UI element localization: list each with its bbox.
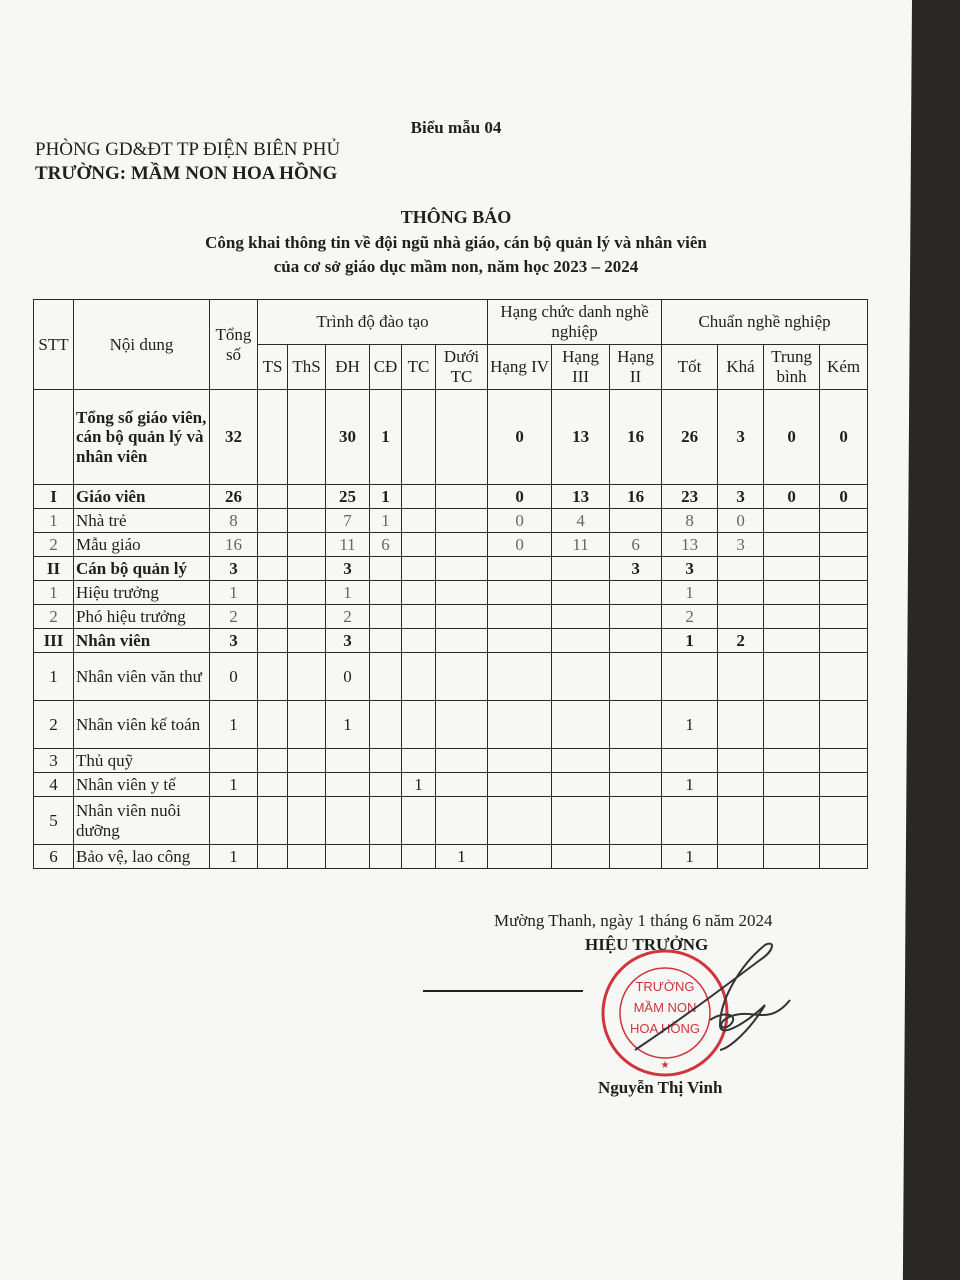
cell-hang-ii [610,845,662,869]
table-row [34,390,868,485]
cell-hang-iii: 13 [552,485,610,509]
cell-hang-iv [488,749,552,773]
cell-tot: 1 [662,845,718,869]
cell-kem [820,653,868,701]
header-cd: CĐ [370,345,402,390]
cell-duoi-tc [436,749,488,773]
cell-hang-ii [610,581,662,605]
cell-kha [718,653,764,701]
cell-kem [820,557,868,581]
cell-hang-iv [488,605,552,629]
cell-ths [288,485,326,509]
cell-hang-ii [610,797,662,845]
cell-duoi-tc [436,581,488,605]
cell-duoi-tc [436,797,488,845]
cell-hang-iv [488,701,552,749]
cell-cd [370,773,402,797]
cell-ths [288,845,326,869]
cell-kem: 0 [820,390,868,485]
cell-kem [820,845,868,869]
cell-content: Tổng số giáo viên, cán bộ quản lý và nhân viên [74,390,210,485]
cell-hang-ii: 6 [610,533,662,557]
table-row [34,749,868,773]
header-stt: STT [34,300,74,390]
cell-hang-iv: 0 [488,485,552,509]
cell-trung-binh [764,509,820,533]
cell-total: 3 [210,557,258,581]
form-number: Biểu mẫu 04 [410,118,502,137]
cell-tot: 8 [662,509,718,533]
signer-name: Nguyễn Thị Vinh [598,1078,723,1097]
cell-ths [288,773,326,797]
cell-stt: 1 [34,581,74,605]
cell-duoi-tc [436,485,488,509]
cell-content: Thủ quỹ [74,749,210,773]
table-row [34,773,868,797]
table-row [34,581,868,605]
handwritten-signature [420,930,820,1060]
cell-total: 2 [210,605,258,629]
cell-tc: 1 [402,773,436,797]
cell-trung-binh [764,653,820,701]
cell-stt: II [34,557,74,581]
header-kha: Khá [718,345,764,390]
table-row [34,653,868,701]
cell-hang-iii [552,605,610,629]
cell-content: Giáo viên [74,485,210,509]
table-row [34,845,868,869]
cell-tot: 2 [662,605,718,629]
cell-ths [288,509,326,533]
cell-tc [402,749,436,773]
cell-content: Bảo vệ, lao công [74,845,210,869]
cell-tot: 26 [662,390,718,485]
cell-kha: 0 [718,509,764,533]
cell-dh: 3 [326,629,370,653]
cell-hang-iii [552,701,610,749]
cell-content: Nhà trẻ [74,509,210,533]
cell-kha [718,797,764,845]
cell-cd [370,605,402,629]
table-row [34,605,868,629]
cell-kha [718,557,764,581]
cell-kem [820,773,868,797]
signature-stroke [423,990,583,992]
cell-hang-iii: 4 [552,509,610,533]
cell-stt: 1 [34,653,74,701]
table-row [34,485,868,509]
cell-tot [662,797,718,845]
cell-kem [820,749,868,773]
cell-ts [258,557,288,581]
table-row [34,509,868,533]
cell-tot: 1 [662,629,718,653]
cell-duoi-tc [436,629,488,653]
cell-ths [288,533,326,557]
cell-hang-iv: 0 [488,533,552,557]
svg-text:HOA HỒNG: HOA HỒNG [629,1021,701,1036]
cell-hang-iii [552,749,610,773]
cell-hang-iv [488,797,552,845]
cell-content: Nhân viên nuôi dưỡng [74,797,210,845]
cell-cd [370,629,402,653]
cell-cd: 1 [370,485,402,509]
cell-tc [402,390,436,485]
header-ts: TS [258,345,288,390]
cell-hang-iii [552,845,610,869]
cell-dh: 1 [326,701,370,749]
cell-content: Nhân viên kế toán [74,701,210,749]
cell-stt: 2 [34,605,74,629]
header-trung-binh: Trung bình [764,345,820,390]
cell-hang-iii [552,581,610,605]
cell-stt: 4 [34,773,74,797]
cell-tot: 1 [662,701,718,749]
header-total: Tổng số [210,300,258,390]
cell-ts [258,605,288,629]
cell-hang-iii [552,629,610,653]
cell-content: Nhân viên văn thư [74,653,210,701]
cell-kem [820,581,868,605]
department-name: PHÒNG GD&ĐT TP ĐIỆN BIÊN PHỦ [35,139,341,160]
cell-hang-ii [610,749,662,773]
cell-cd: 1 [370,509,402,533]
cell-tot: 13 [662,533,718,557]
place-date: Mường Thanh, ngày 1 tháng 6 năm 2024 [494,911,773,930]
cell-dh [326,797,370,845]
cell-kem: 0 [820,485,868,509]
cell-cd [370,749,402,773]
cell-tot: 3 [662,557,718,581]
staff-table [33,299,868,869]
cell-hang-ii [610,653,662,701]
cell-ts [258,845,288,869]
cell-ts [258,749,288,773]
cell-cd: 1 [370,390,402,485]
cell-total: 1 [210,581,258,605]
cell-kem [820,605,868,629]
cell-duoi-tc [436,509,488,533]
header-content: Nội dung [74,300,210,390]
header-tc: TC [402,345,436,390]
cell-ts [258,533,288,557]
cell-dh: 3 [326,557,370,581]
cell-trung-binh [764,845,820,869]
cell-ts [258,581,288,605]
cell-hang-ii: 16 [610,390,662,485]
cell-tc [402,845,436,869]
cell-stt: 2 [34,701,74,749]
table-row [34,797,868,845]
svg-text:★: ★ [660,1060,670,1071]
cell-tot: 1 [662,581,718,605]
cell-duoi-tc [436,605,488,629]
cell-total: 26 [210,485,258,509]
cell-hang-iii: 13 [552,390,610,485]
cell-tot: 23 [662,485,718,509]
cell-trung-binh [764,773,820,797]
cell-content: Mẫu giáo [74,533,210,557]
cell-total: 16 [210,533,258,557]
cell-kha [718,845,764,869]
cell-kha [718,749,764,773]
cell-dh [326,773,370,797]
cell-cd [370,581,402,605]
cell-tc [402,653,436,701]
svg-text:TRƯỜNG: TRƯỜNG [635,979,695,994]
cell-stt: 1 [34,509,74,533]
cell-ts [258,485,288,509]
school-name: TRƯỜNG: MẦM NON HOA HỒNG [35,163,338,184]
cell-dh: 11 [326,533,370,557]
cell-stt: 5 [34,797,74,845]
cell-hang-ii [610,773,662,797]
cell-trung-binh [764,749,820,773]
cell-hang-iv: 0 [488,390,552,485]
cell-content: Nhân viên y tế [74,773,210,797]
cell-stt [34,390,74,485]
cell-trung-binh [764,557,820,581]
cell-content: Phó hiệu trưởng [74,605,210,629]
cell-total: 1 [210,845,258,869]
cell-trung-binh [764,581,820,605]
cell-content: Nhân viên [74,629,210,653]
cell-trung-binh [764,629,820,653]
cell-cd [370,653,402,701]
header-tot: Tốt [662,345,718,390]
cell-dh: 7 [326,509,370,533]
cell-stt: III [34,629,74,653]
cell-hang-iii: 11 [552,533,610,557]
header-professional-rank: Hạng chức danh nghề nghiệp [488,300,662,345]
cell-duoi-tc [436,701,488,749]
table-row [34,557,868,581]
signer-position: HIỆU TRƯỞNG [585,935,709,954]
cell-content: Hiệu trưởng [74,581,210,605]
cell-duoi-tc [436,557,488,581]
cell-hang-ii [610,605,662,629]
cell-ths [288,557,326,581]
cell-kem [820,701,868,749]
cell-ths [288,749,326,773]
cell-kem [820,629,868,653]
document-subtitle-line2: của cơ sở giáo dục mầm non, năm học 2023 – 2024 [273,257,639,276]
cell-hang-iv [488,653,552,701]
cell-kha: 2 [718,629,764,653]
cell-kha [718,581,764,605]
cell-dh: 1 [326,581,370,605]
cell-total: 3 [210,629,258,653]
cell-tc [402,605,436,629]
cell-hang-ii: 16 [610,485,662,509]
cell-ths [288,653,326,701]
cell-ths [288,605,326,629]
cell-ts [258,509,288,533]
cell-tc [402,533,436,557]
cell-tot [662,749,718,773]
cell-hang-iii [552,557,610,581]
cell-hang-ii: 3 [610,557,662,581]
cell-kha [718,773,764,797]
cell-hang-iii [552,797,610,845]
table-row [34,701,868,749]
cell-duoi-tc: 1 [436,845,488,869]
cell-dh [326,845,370,869]
cell-trung-binh [764,605,820,629]
cell-total: 1 [210,701,258,749]
cell-tc [402,701,436,749]
cell-total: 8 [210,509,258,533]
table-row [34,533,868,557]
cell-tot: 1 [662,773,718,797]
document-title: THÔNG BÁO [400,207,512,227]
cell-cd: 6 [370,533,402,557]
cell-hang-iv [488,773,552,797]
cell-dh: 30 [326,390,370,485]
cell-total [210,749,258,773]
header-training-level: Trình độ đào tạo [258,300,488,345]
cell-dh: 0 [326,653,370,701]
cell-ts [258,797,288,845]
cell-hang-iii [552,773,610,797]
cell-hang-iv [488,845,552,869]
table-row [34,629,868,653]
cell-ts [258,390,288,485]
cell-kem [820,797,868,845]
cell-trung-binh [764,701,820,749]
header-ths: ThS [288,345,326,390]
cell-cd [370,557,402,581]
cell-stt: I [34,485,74,509]
cell-trung-binh: 0 [764,390,820,485]
cell-hang-iii [552,653,610,701]
cell-hang-ii [610,509,662,533]
cell-tc [402,485,436,509]
cell-ts [258,773,288,797]
cell-ths [288,797,326,845]
cell-total [210,797,258,845]
cell-total: 32 [210,390,258,485]
header-hang-iv: Hạng IV [488,345,552,390]
cell-kem [820,533,868,557]
cell-tc [402,629,436,653]
cell-kha: 3 [718,533,764,557]
cell-ths [288,390,326,485]
cell-content: Cán bộ quản lý [74,557,210,581]
cell-tc [402,581,436,605]
cell-tc [402,509,436,533]
cell-total: 0 [210,653,258,701]
cell-kha [718,605,764,629]
cell-cd [370,845,402,869]
header-hang-iii: Hạng III [552,345,610,390]
cell-kha [718,701,764,749]
header-duoi-tc: Dưới TC [436,345,488,390]
cell-ths [288,581,326,605]
cell-duoi-tc [436,533,488,557]
cell-dh [326,749,370,773]
cell-trung-binh: 0 [764,485,820,509]
svg-text:MẦM NON: MẦM NON [633,1000,697,1015]
cell-hang-iv: 0 [488,509,552,533]
cell-hang-iv [488,629,552,653]
cell-duoi-tc [436,390,488,485]
cell-total: 1 [210,773,258,797]
cell-hang-iv [488,581,552,605]
header-dh: ĐH [326,345,370,390]
cell-trung-binh [764,797,820,845]
cell-duoi-tc [436,653,488,701]
cell-ts [258,629,288,653]
cell-ts [258,653,288,701]
cell-hang-ii [610,701,662,749]
cell-hang-ii [610,629,662,653]
cell-tot [662,653,718,701]
cell-tc [402,797,436,845]
cell-stt: 2 [34,533,74,557]
cell-tc [402,557,436,581]
cell-kha: 3 [718,485,764,509]
cell-ths [288,629,326,653]
cell-stt: 6 [34,845,74,869]
cell-kha: 3 [718,390,764,485]
cell-hang-iv [488,557,552,581]
cell-cd [370,701,402,749]
header-kem: Kém [820,345,868,390]
header-hang-ii: Hạng II [610,345,662,390]
cell-trung-binh [764,533,820,557]
cell-stt: 3 [34,749,74,773]
cell-kem [820,509,868,533]
cell-ths [288,701,326,749]
cell-cd [370,797,402,845]
cell-dh: 2 [326,605,370,629]
cell-duoi-tc [436,773,488,797]
cell-ts [258,701,288,749]
document-subtitle-line1: Công khai thông tin về đội ngũ nhà giáo, cán bộ quản lý và nhân viên [205,233,707,252]
header-professional-standard: Chuẩn nghề nghiệp [662,300,868,345]
cell-dh: 25 [326,485,370,509]
